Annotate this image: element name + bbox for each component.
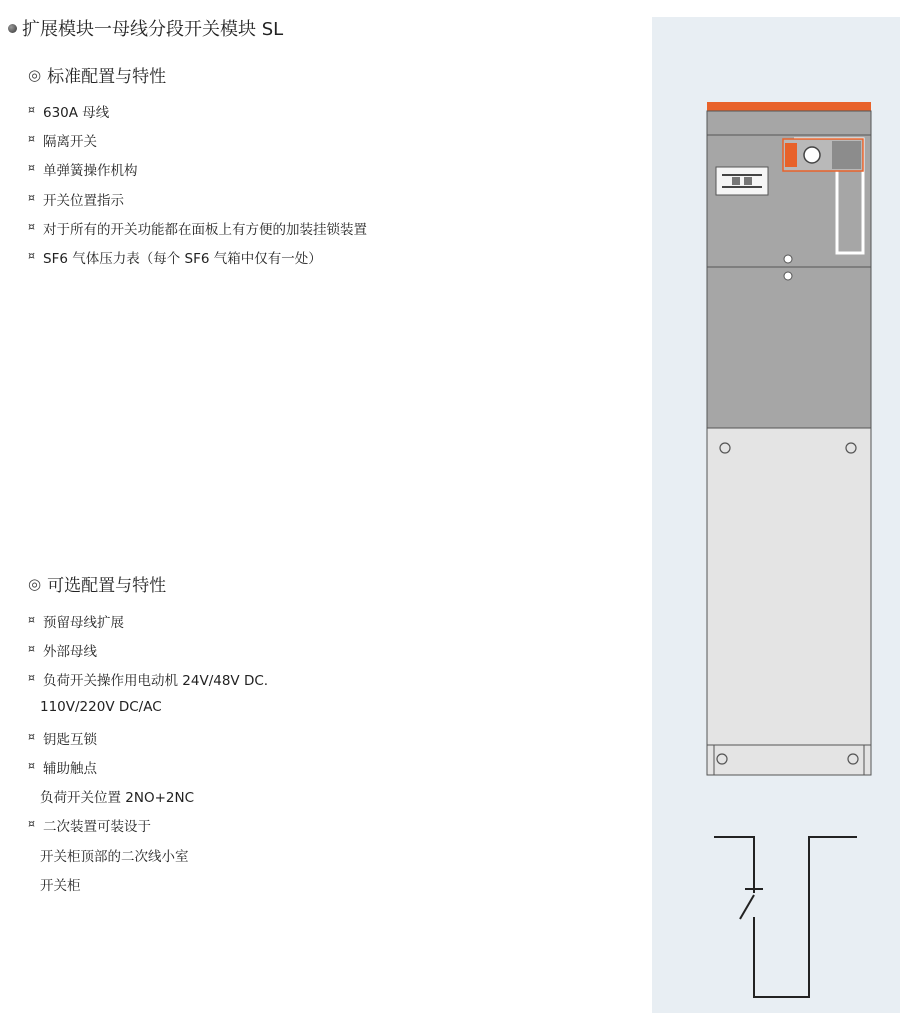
- optional-heading: [28, 571, 166, 596]
- operating-knob-icon: [804, 147, 820, 163]
- item-text: 辅助触点: [43, 760, 97, 777]
- standard-heading-text: 标准配置与特性: [47, 67, 167, 87]
- list-item-continuation: [28, 845, 268, 874]
- standard-list: [28, 101, 367, 276]
- list-marker-icon: ¤: [28, 817, 35, 831]
- optional-list: [28, 611, 268, 903]
- item-text: 负荷开关位置 2NO+2NC: [40, 790, 195, 807]
- item-text: 630A 母线: [43, 105, 110, 121]
- item-text: 二次装置可装设于: [43, 819, 151, 836]
- list-item: [28, 189, 367, 218]
- list-item: [28, 728, 268, 757]
- list-item: [28, 130, 367, 159]
- item-text: 开关位置指示: [43, 192, 124, 209]
- item-text: 负荷开关操作用电动机 24V/48V DC.: [43, 673, 269, 690]
- list-item-continuation: [28, 874, 268, 903]
- single-line-diagram: [714, 837, 857, 997]
- list-marker-icon: ¤: [28, 103, 35, 116]
- list-marker-icon: ¤: [28, 161, 35, 175]
- list-marker-icon: ¤: [28, 132, 35, 146]
- cabinet-top-strip: [707, 102, 871, 111]
- item-text: 预留母线扩展: [43, 615, 124, 631]
- list-item: [28, 757, 268, 786]
- title-bullet-icon: [8, 24, 17, 33]
- gauge-icon: [784, 255, 792, 263]
- item-text: 外部母线: [43, 644, 97, 661]
- item-text: 开关柜: [40, 877, 81, 894]
- list-item: [28, 669, 268, 698]
- list-item-continuation: [28, 786, 268, 815]
- list-marker-icon: ¤: [28, 190, 35, 204]
- optional-heading-text: 可选配置与特性: [47, 576, 167, 596]
- item-text: 隔离开关: [43, 134, 97, 151]
- cabinet-middle-panel: [707, 267, 871, 428]
- title-row: [8, 15, 283, 41]
- double-circle-icon: ◎: [28, 574, 42, 593]
- double-circle-icon: ◎: [28, 65, 42, 84]
- list-item: [28, 611, 268, 640]
- cabinet-header: [707, 111, 871, 135]
- item-text: 钥匙互锁: [43, 731, 97, 748]
- item-text: 110V/220V DC/AC: [40, 698, 162, 715]
- operating-indicator: [785, 143, 797, 167]
- list-marker-icon: ¤: [28, 613, 35, 626]
- list-marker-icon: ¤: [28, 729, 35, 743]
- list-item: [28, 218, 367, 247]
- list-item: [28, 101, 367, 130]
- list-item: [28, 159, 367, 188]
- list-item: [28, 247, 367, 276]
- standard-heading: [28, 62, 166, 87]
- list-marker-icon: ¤: [28, 671, 35, 685]
- list-item: [28, 815, 268, 844]
- switchgear-illustration: [652, 17, 900, 1013]
- list-item-continuation: [28, 699, 268, 728]
- page-title: 扩展模块一母线分段开关模块 SL: [22, 19, 284, 40]
- list-marker-icon: ¤: [28, 642, 35, 656]
- list-marker-icon: ¤: [28, 758, 35, 772]
- cabinet-lower-panel: [707, 428, 871, 745]
- item-text: 单弹簧操作机构: [43, 163, 138, 180]
- list-marker-icon: ¤: [28, 219, 35, 233]
- item-text: SF6 气体压力表（每个 SF6 气箱中仅有一处）: [43, 250, 322, 267]
- list-marker-icon: ¤: [28, 248, 35, 262]
- list-item: [28, 640, 268, 669]
- item-text: 开关柜顶部的二次线小室: [40, 848, 189, 865]
- item-text: 对于所有的开关功能都在面板上有方便的加装挂锁装置: [43, 221, 367, 238]
- position-indicator: [716, 167, 768, 195]
- gauge-icon: [784, 272, 792, 280]
- cabinet-base: [707, 745, 871, 775]
